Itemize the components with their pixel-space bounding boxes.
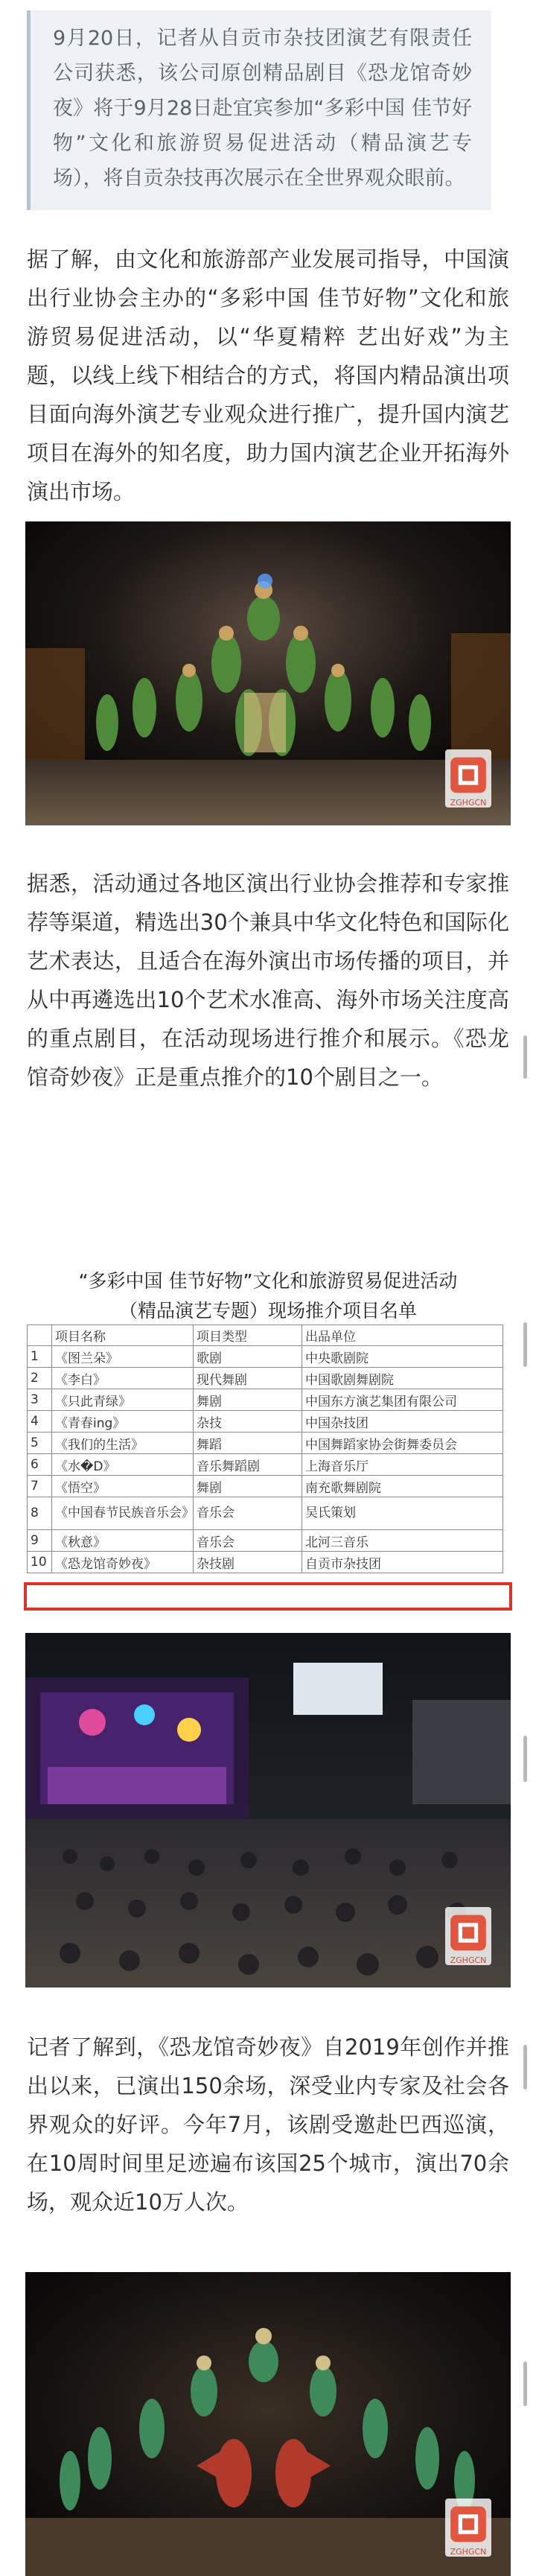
row-org: 北河三音乐 — [302, 1530, 503, 1552]
table-header-row — [28, 1325, 503, 1346]
project-list-table — [27, 1325, 503, 1573]
row-name: 《我们的生活》 — [52, 1433, 194, 1454]
row-name: 《只此青绿》 — [52, 1389, 194, 1411]
row-org: 南充歌舞剧院 — [302, 1476, 503, 1497]
row-type: 音乐会 — [194, 1530, 302, 1552]
watermark-badge — [445, 2499, 491, 2557]
article-abstract — [27, 10, 491, 210]
watermark-text: ZGHGCN — [450, 2547, 487, 2557]
row-type: 舞剧 — [194, 1476, 302, 1497]
row-name: 《李白》 — [52, 1368, 194, 1389]
row-type: 音乐会 — [194, 1497, 302, 1530]
table-row — [28, 1476, 503, 1497]
row-no: 7 — [28, 1476, 52, 1497]
row-highlight-box — [24, 1582, 512, 1611]
zghg-logo-icon — [445, 1913, 491, 1952]
row-org: 中国东方演艺集团有限公司 — [302, 1389, 503, 1411]
table-row — [28, 1368, 503, 1389]
zghg-logo-icon — [445, 755, 491, 795]
row-no: 2 — [28, 1368, 52, 1389]
row-name: 《中国春节民族音乐会》 — [52, 1497, 194, 1530]
header-no — [28, 1325, 52, 1346]
table-title-line1: “多彩中国 佳节好物”文化和旅游贸易促进活动 — [78, 1270, 458, 1292]
scrollbar-thumb[interactable] — [523, 1322, 527, 1367]
row-type: 音乐舞蹈剧 — [194, 1454, 302, 1476]
row-type: 现代舞剧 — [194, 1368, 302, 1389]
photo-acrobatic-pyramid[interactable] — [25, 521, 511, 825]
row-name: 《青春ing》 — [52, 1411, 194, 1433]
row-no: 10 — [28, 1552, 52, 1573]
acrobatic-pyramid-image — [25, 521, 511, 825]
row-org: 自贡市杂技团 — [302, 1552, 503, 1573]
photo-dinosaur-costumes[interactable] — [25, 2272, 511, 2576]
scrollbar-thumb[interactable] — [523, 2045, 527, 2090]
zghg-logo-icon — [445, 2504, 491, 2544]
row-no: 1 — [28, 1346, 52, 1368]
row-org: 中国舞蹈家协会街舞委员会 — [302, 1433, 503, 1454]
row-type: 杂技 — [194, 1411, 302, 1433]
row-name: 《图兰朵》 — [52, 1346, 194, 1368]
row-no: 8 — [28, 1497, 52, 1530]
header-type: 项目类型 — [194, 1325, 302, 1346]
watermark-badge — [445, 749, 491, 808]
table-row — [28, 1497, 503, 1530]
watermark-badge — [445, 1907, 491, 1965]
table-row — [28, 1389, 503, 1411]
header-name: 项目名称 — [52, 1325, 194, 1346]
row-name: 《悟空》 — [52, 1476, 194, 1497]
theater-audience-image — [25, 1633, 511, 1987]
row-name: 《水�D》 — [52, 1454, 194, 1476]
row-name: 《秋意》 — [52, 1530, 194, 1552]
row-org: 上海音乐厅 — [302, 1454, 503, 1476]
row-name: 《恐龙馆奇妙夜》 — [52, 1552, 194, 1573]
row-no: 3 — [28, 1389, 52, 1411]
table-row-highlighted — [28, 1552, 503, 1573]
paragraph-intro: 据了解，由文化和旅游部产业发展司指导，中国演出行业协会主办的“多彩中国 佳节好物”文化和旅游贸易促进活动，以“华夏精粹 艺出好戏”为主题，以线上线下相结合的方式，将国内精品演出项目面向海外演艺专业观众进行推广，提升国内演艺项目在海外的知名度，助力国内演艺企业开拓海外演出市场。 — [27, 247, 509, 504]
table-row — [28, 1454, 503, 1476]
scrollbar-thumb[interactable] — [523, 1035, 527, 1079]
scrollbar-thumb[interactable] — [523, 2361, 527, 2406]
dinosaur-costumes-image — [25, 2272, 511, 2576]
header-org: 出品单位 — [302, 1325, 503, 1346]
row-no: 9 — [28, 1530, 52, 1552]
row-org: 中国歌剧舞剧院 — [302, 1368, 503, 1389]
photo-theater-audience[interactable] — [25, 1633, 511, 1987]
paragraph-selection: 据悉，活动通过各地区演出行业协会推荐和专家推荐等渠道，精选出30个兼具中华文化特色和国际化艺术表达，且适合在海外演出市场传播的项目，并从中再遴选出10个艺术水准高、海外市场关注度高的重点剧目，在活动现场进行推介和展示。《恐龙馆奇妙夜》正是重点推介的10个剧目之一。 — [27, 871, 509, 1090]
row-type: 歌剧 — [194, 1346, 302, 1368]
table-title-line2: （精品演艺专题）现场推介项目名单 — [118, 1300, 417, 1322]
table-row — [28, 1346, 503, 1368]
table-row — [28, 1411, 503, 1433]
row-no: 6 — [28, 1454, 52, 1476]
watermark-text: ZGHGCN — [450, 798, 487, 808]
row-org: 中国杂技团 — [302, 1411, 503, 1433]
row-org: 中央歌剧院 — [302, 1346, 503, 1368]
table-row — [28, 1530, 503, 1552]
table-row — [28, 1433, 503, 1454]
row-no: 5 — [28, 1433, 52, 1454]
abstract-text: 9月20日，记者从自贡市杂技团演艺有限责任公司获悉，该公司原创精品剧目《恐龙馆奇妙夜》将于9月28日赴宜宾参加“多彩中国 佳节好物”文化和旅游贸易促进活动（精品演艺专场），将自贡杂技再次展示在全世界观众眼前。 — [53, 27, 472, 190]
row-type: 杂技剧 — [194, 1552, 302, 1573]
row-org: 吴氏策划 — [302, 1497, 503, 1530]
paragraph-performance-history: 记者了解到，《恐龙馆奇妙夜》自2019年创作并推出以来，已演出150余场，深受业内专家及社会各界观众的好评。今年7月，该剧受邀赴巴西巡演，在10周时间里足迹遍布该国25个城市，演出70余场，观众近10万人次。 — [27, 2034, 509, 2215]
scrollbar-thumb[interactable] — [523, 1736, 527, 1782]
row-type: 舞蹈 — [194, 1433, 302, 1454]
row-type: 舞剧 — [194, 1389, 302, 1411]
watermark-text: ZGHGCN — [450, 1955, 487, 1965]
row-no: 4 — [28, 1411, 52, 1433]
